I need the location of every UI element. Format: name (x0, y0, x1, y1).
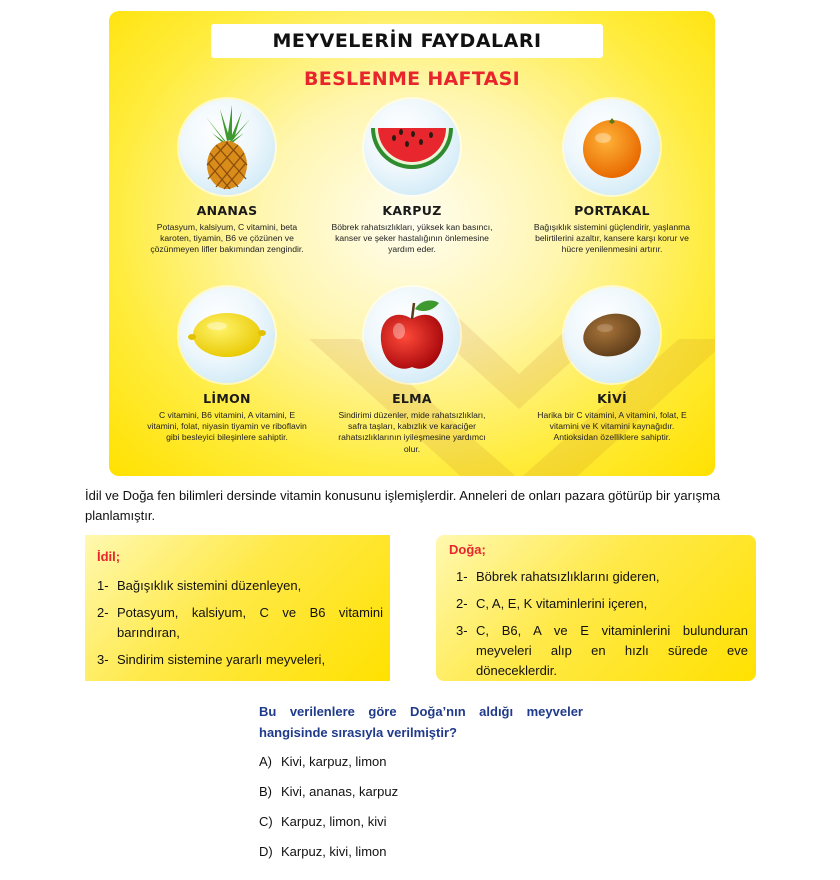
fruit-description: Sindirimi düzenler, mide rahatsızlıkları, safra taşları, kabızlık ve karaciğer rahatsızlıklarının iyileşmesine yardımcı olur. (338, 410, 486, 454)
apple-icon (377, 297, 447, 373)
watermelon-icon (369, 122, 455, 172)
pineapple-icon (192, 103, 262, 191)
list-item: 2- Potasyum, kalsiyum, C ve B6 vitamini barındıran, (97, 605, 383, 640)
fruit-image-circle (179, 287, 275, 383)
list-item: 1- Böbrek rahatsızlıklarını gideren, (456, 569, 660, 584)
question-text: Bu verilenlere göre Doğa’nın aldığı meyveler hangisinde sırasıyla verilmiştir? (259, 704, 583, 740)
fruit-card-karpuz (312, 99, 512, 256)
fruit-name: ELMA (392, 391, 432, 406)
kiwi-icon (579, 310, 645, 360)
fruit-name: LİMON (203, 391, 251, 406)
fruit-card-portakal (512, 99, 712, 256)
list-item: 3- C, B6, A ve E vitaminlerini bulunduran meyveleri alıp en hızlı sürede eve döneceklerdir. (456, 623, 748, 678)
fruit-card-elma (312, 287, 512, 455)
idil-list (97, 576, 383, 677)
fruit-name: PORTAKAL (574, 203, 650, 218)
fruit-name: KARPUZ (382, 203, 442, 218)
poster-title: MEYVELERİN FAYDALARI (272, 30, 542, 52)
poster-subtitle: BESLENME HAFTASI (304, 68, 520, 90)
fruit-description: C vitamini, B6 vitamini, A vitamini, E vitamini, folat, niyasin tiyamin ve riboflavin gibi besleyici bileşinlere sahiptir. (147, 410, 307, 443)
option-b[interactable]: B) Kivi, ananas, karpuz (259, 784, 399, 799)
idil-box (85, 535, 390, 681)
intro-paragraph: İdil ve Doğa fen bilimleri dersinde vitamin konusunu işlemişlerdir. Anneleri de onları pazara götürüp bir yarışma planlamıştır. (85, 488, 721, 523)
idil-title: İdil; (97, 549, 121, 564)
fruit-card-limon (127, 287, 327, 444)
lemon-icon (187, 308, 267, 362)
orange-icon (579, 114, 645, 180)
doga-list (456, 567, 748, 688)
poster-title-box (211, 24, 603, 58)
fruit-card-kivi (512, 287, 712, 444)
fruit-description: Böbrek rahatsızlıkları, yüksek kan basıncı, kanser ve şeker hastalığının önlemesine yardım eder. (331, 222, 493, 255)
option-c[interactable]: C) Karpuz, limon, kivi (259, 814, 387, 829)
option-a[interactable]: A) Kivi, karpuz, limon (259, 754, 387, 769)
fruit-description: Bağışıklık sistemini güçlendirir, yaşlanma belirtilerini azaltır, kansere karşı korur ve hücre yenilenmesini artırır. (533, 222, 691, 255)
answer-options (259, 752, 398, 872)
fruit-image-circle (364, 287, 460, 383)
doga-title: Doğa; (449, 542, 486, 557)
fruit-card-ananas (127, 99, 327, 256)
fruit-benefits-poster (109, 11, 715, 476)
fruit-image-circle (564, 99, 660, 195)
fruit-name: ANANAS (196, 203, 258, 218)
fruit-image-circle (564, 287, 660, 383)
doga-box (436, 535, 756, 681)
list-item: 1- Bağışıklık sistemini düzenleyen, (97, 578, 302, 593)
fruit-description: Harika bir C vitamini, A vitamini, folat, E vitamini ve K vitamini kaynağıdır. Antioksidan özelliklere sahiptir. (537, 410, 687, 443)
fruit-name: KİVİ (597, 391, 627, 406)
list-item: 3- Sindirim sistemine yararlı meyveleri, (97, 652, 326, 667)
list-item: 2- C, A, E, K vitaminlerini içeren, (456, 596, 648, 611)
fruit-image-circle (179, 99, 275, 195)
fruit-description: Potasyum, kalsiyum, C vitamini, beta karoten, tiyamin, B6 ve çözünen ve çözünmeyen lifler bakımından zengindir. (150, 222, 304, 255)
fruit-image-circle (364, 99, 460, 195)
option-d[interactable]: D) Karpuz, kivi, limon (259, 844, 387, 859)
